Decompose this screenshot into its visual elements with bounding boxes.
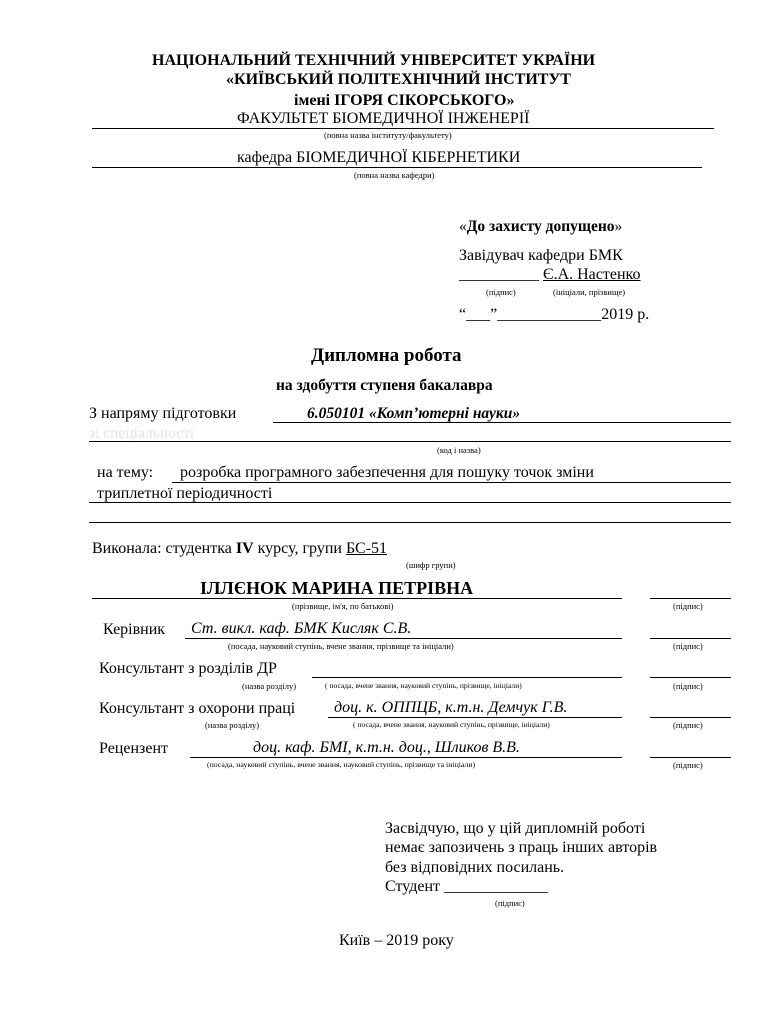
supervisor-sign-caption: (підпис) <box>673 641 703 651</box>
student-course: IV <box>235 540 254 557</box>
group-caption: (шифр групи) <box>406 560 456 570</box>
student-name: ІЛЛЄНОК МАРИНА ПЕТРІВНА <box>200 578 474 598</box>
direction-value: 6.050101 «Комп’ютерні науки» <box>307 405 521 422</box>
reviewer-sign-caption: (підпис) <box>673 760 703 770</box>
faculty-underline <box>92 128 714 129</box>
certification-line3: без відповідних посилань. <box>385 859 565 876</box>
code-caption: (код і назва) <box>437 445 481 455</box>
consultant-dr-sign-line <box>650 677 731 678</box>
footer-city-year: Київ – 2019 року <box>339 932 454 949</box>
university-title-line1: НАЦІОНАЛЬНИЙ ТЕХНІЧНИЙ УНІВЕРСИТЕТ УКРАЇНИ <box>152 52 596 69</box>
consultant-safety-label: Консультант з охорони праці <box>99 700 296 717</box>
department-underline <box>92 167 702 168</box>
consultant-dr-caption: ( посада, вчене звання, науковий ступінь, прізвище, ініціали) <box>325 681 522 690</box>
student-sign-caption: (підпис) <box>673 601 703 611</box>
supervisor-label: Керівник <box>103 621 166 638</box>
topic-underline-3 <box>89 522 731 523</box>
approval-signature-line: __________ Є.А. Настенко <box>459 266 641 283</box>
reviewer-sign-line <box>650 757 731 758</box>
university-title-line3: імені ІГОРЯ СІКОРСЬКОГО» <box>294 92 515 109</box>
student-group: БС-51 <box>345 540 388 557</box>
consultant-safety-sign-caption: (підпис) <box>673 720 703 730</box>
work-subtitle: на здобуття ступеня бакалавра <box>276 377 493 394</box>
topic-underline-2 <box>89 502 731 503</box>
reviewer-value: доц. каф. БМІ, к.т.н. доц., Шликов В.В. <box>253 739 520 756</box>
consultant-safety-underline <box>328 717 622 718</box>
approval-title: «До захисту допущено» <box>459 218 623 235</box>
certification-student-line: Студент _____________ <box>385 878 549 895</box>
work-title: Дипломна робота <box>311 345 462 366</box>
consultant-safety-value: доц. к. ОППЦБ, к.т.н. Демчук Г.В. <box>334 699 568 716</box>
reviewer-label: Рецензент <box>99 740 168 757</box>
specialty-underline <box>89 441 731 442</box>
topic-label: на тему: <box>97 464 154 481</box>
approval-head-name: Є.А. Настенко <box>543 266 641 283</box>
reviewer-underline <box>190 757 622 758</box>
faculty-name: ФАКУЛЬТЕТ БІОМЕДИЧНОЇ ІНЖЕНЕРІЇ <box>237 110 530 127</box>
approval-sign-caption: (підпис) <box>486 287 516 297</box>
topic-underline-1 <box>172 482 731 483</box>
consultant-safety-sign-line <box>650 717 731 718</box>
consultant-safety-section-caption: (назва розділу) <box>205 720 260 730</box>
approval-name-caption: (ініціали, прізвище) <box>553 287 626 297</box>
supervisor-sign-line <box>650 638 731 639</box>
student-name-caption: (прізвище, ім'я, по батькові) <box>292 601 394 611</box>
student-sign-line <box>650 598 731 599</box>
student-performed-line: Виконала: студентка IV курсу, групи БС-51 <box>92 540 388 557</box>
approval-head-of-department: Завідувач кафедри БМК <box>459 247 623 264</box>
approval-date: “___”_____________2019 р. <box>459 306 650 323</box>
supervisor-caption: (посада, науковий ступінь, вчене звання, прізвище та ініціали) <box>228 641 454 651</box>
certification-line2: немає запозичень з праць інших авторів <box>385 839 658 856</box>
consultant-safety-caption: ( посада, вчене звання, науковий ступінь, прізвище, ініціали) <box>353 720 550 729</box>
consultant-dr-section-caption: (назва розділу) <box>242 681 297 691</box>
topic-line2: триплетної періодичності <box>97 485 273 502</box>
university-title-line2: «КИЇВСЬКИЙ ПОЛІТЕХНІЧНИЙ ІНСТИТУТ <box>226 71 571 88</box>
consultant-dr-underline <box>312 677 622 678</box>
specialty-ghost-label: зі спеціальності <box>89 425 195 442</box>
certification-line1: Засвідчую, що у цій дипломній роботі <box>385 820 646 837</box>
certification-sign-caption: (підпис) <box>495 898 525 908</box>
topic-line1: розробка програмного забезпечення для пошуку точок зміни <box>180 464 594 481</box>
reviewer-caption: (посада, науковий ступінь, вчене звання, науковий ступінь, прізвище та ініціали) <box>207 760 476 769</box>
supervisor-value: Ст. викл. каф. БМК Кисляк С.В. <box>191 620 412 637</box>
department-caption: (повна назва кафедри) <box>354 170 435 180</box>
consultant-dr-sign-caption: (підпис) <box>673 681 703 691</box>
faculty-caption: (повна назва інституту/факультету) <box>324 130 452 140</box>
direction-label: З напряму підготовки <box>89 405 237 422</box>
department-name: кафедра БІОМЕДИЧНОЇ КІБЕРНЕТИКИ <box>237 149 521 166</box>
consultant-dr-label: Консультант з розділів ДР <box>99 660 277 677</box>
supervisor-underline <box>185 638 622 639</box>
